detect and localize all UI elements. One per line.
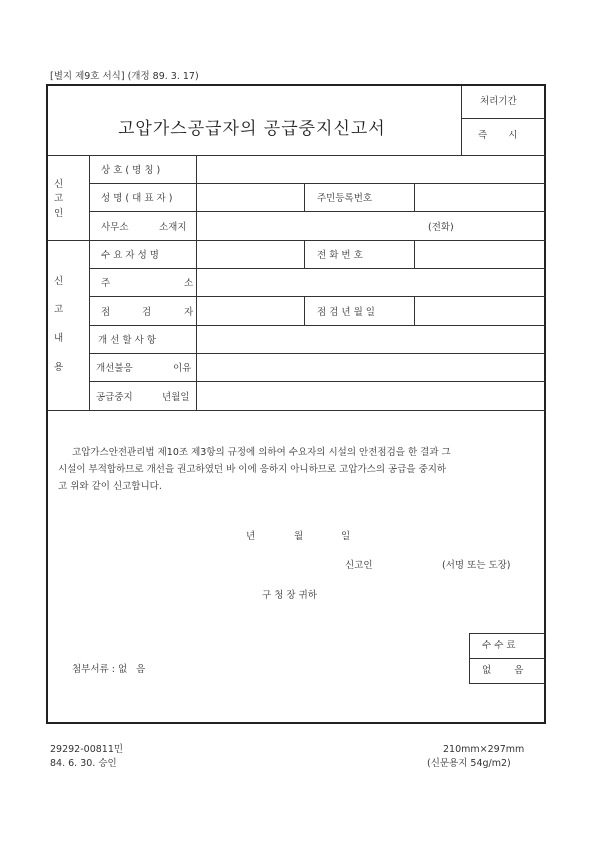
signature-note: (서명 또는 도장) [442, 560, 511, 571]
resident-number-label: 주민등록번호 [317, 193, 373, 204]
representative-name-label: 성 명 ( 대 표 자 ) [101, 193, 173, 204]
trade-name-label: 상 호 ( 명 칭 ) [101, 165, 161, 176]
divider [304, 296, 305, 325]
divider [304, 183, 305, 211]
processing-period-value: 즉 시 [478, 130, 518, 141]
divider [469, 633, 545, 634]
office-label-b: 소재지 [159, 221, 187, 233]
divider [469, 683, 545, 684]
contents-section-label-3: 내 [54, 333, 64, 344]
declaration-line-1: 고압가스안전관리법 제10조 제3항의 규정에 의하여 수요자의 시설의 안전점검을 한 결과 그 [72, 447, 451, 458]
supply-stop-date-label-a: 공급중지 [96, 391, 133, 403]
noncompliance-reason-label-b: 이유 [173, 363, 192, 374]
office-address-field[interactable] [197, 212, 422, 240]
supply-stop-date-field[interactable] [197, 382, 544, 410]
recipient: 구 청 장 귀하 [262, 590, 317, 601]
inspector-label-a: 점 [101, 306, 111, 318]
consumer-name-field[interactable] [197, 241, 303, 268]
date-month-label: 월 [294, 531, 304, 542]
date-day-label: 일 [341, 531, 351, 542]
phone-note: (전화) [428, 221, 454, 233]
office-label-a: 사무소 [101, 221, 129, 233]
declaration-line-3: 고 위와 같이 신고합니다. [58, 481, 162, 492]
divider [304, 240, 305, 268]
noncompliance-reason-label-a: 개선불응 [96, 363, 133, 374]
address-label-b: 소 [184, 278, 194, 289]
contents-section-label-2: 고 [54, 304, 64, 315]
form-title: 고압가스공급자의 공급중지신고서 [118, 119, 386, 139]
divider [461, 118, 545, 119]
approval-code: 29292-00811민 [50, 744, 124, 755]
reporter-section-label-2: 고 [54, 193, 64, 204]
consumer-address-field[interactable] [197, 269, 544, 296]
consumer-name-label: 수 요 자 성 명 [101, 250, 159, 261]
contents-section-label-1: 신 [54, 276, 64, 287]
form-number-note: [별지 제9호 서식] (개정 89. 3. 17) [50, 71, 199, 82]
reporter-section-label-1: 신 [54, 179, 64, 190]
divider [469, 658, 545, 659]
processing-period-label: 처리기간 [480, 96, 517, 107]
supply-stop-date-label-b: 년월일 [162, 391, 190, 403]
resident-number-field[interactable] [415, 184, 544, 211]
divider [89, 155, 90, 410]
date-year-label: 년 [246, 531, 256, 542]
divider [48, 410, 545, 411]
improvement-items-field[interactable] [197, 326, 544, 353]
noncompliance-reason-field[interactable] [197, 354, 544, 381]
inspector-label-c: 자 [184, 306, 194, 318]
approval-date: 84. 6. 30. 승인 [50, 758, 117, 769]
improvement-items-label: 개 선 할 사 항 [98, 335, 156, 346]
inspector-label-b: 검 [142, 306, 152, 318]
inspection-date-field[interactable] [415, 297, 544, 325]
signer-label: 신고인 [345, 560, 373, 571]
attachments-note: 첨부서류 : 없 음 [72, 664, 146, 675]
inspection-date-label: 점 검 년 월 일 [317, 306, 375, 318]
fee-value: 없 음 [482, 665, 524, 676]
paper-size: 210mm×297mm [443, 744, 525, 755]
fee-label: 수 수 료 [482, 640, 516, 651]
reporter-section-label-3: 인 [54, 208, 64, 219]
declaration-line-2: 시설이 부적합하므로 개선을 권고하였던 바 이에 응하지 아니하므로 고압가스의 공급을 중지하 [58, 464, 447, 475]
trade-name-field[interactable] [197, 156, 544, 183]
representative-name-field[interactable] [197, 184, 303, 211]
consumer-phone-field[interactable] [415, 241, 544, 268]
contents-section-label-4: 용 [54, 362, 64, 373]
inspector-field[interactable] [197, 297, 303, 325]
divider [461, 86, 462, 156]
paper-type: (신문용지 54g/m2) [427, 758, 511, 769]
consumer-phone-label: 전 화 번 호 [317, 250, 363, 261]
address-label-a: 주 [101, 278, 111, 289]
